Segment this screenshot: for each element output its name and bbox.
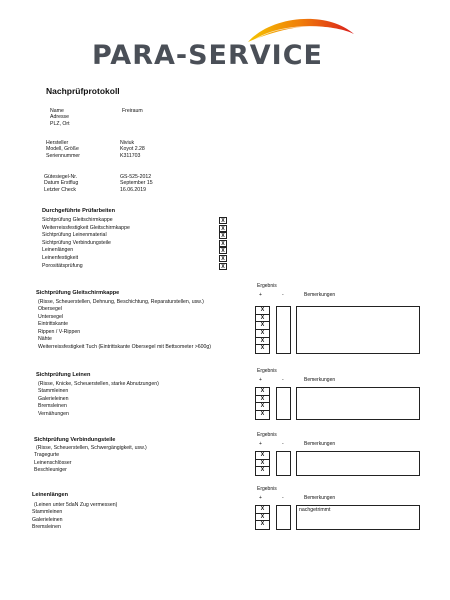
list-item: Obersegel — [38, 306, 62, 312]
seal-number-label: Gütesiegel-Nr. — [44, 174, 78, 180]
plus-label: + — [259, 377, 262, 383]
document-title: Nachprüfprotokoll — [46, 86, 120, 96]
plus-checkbox[interactable]: X — [256, 315, 269, 323]
minus-label: - — [282, 377, 284, 383]
lines-plus-column — [255, 387, 270, 420]
list-item: Galerieleinen — [32, 516, 63, 523]
canopy-plus-column — [255, 306, 270, 354]
test-checkbox[interactable]: X — [219, 247, 227, 254]
name-label: Name — [50, 108, 64, 114]
tests-heading: Durchgeführte Prüfarbeiten — [42, 208, 116, 214]
glider-values — [120, 140, 145, 159]
plus-checkbox[interactable]: X — [256, 396, 269, 404]
list-item: Sichtprüfung Verbindungsteile — [42, 239, 111, 246]
tests-list — [42, 217, 130, 270]
lengths-plus-column — [255, 505, 270, 530]
test-checkbox[interactable]: X — [219, 263, 227, 270]
plus-checkbox[interactable]: X — [256, 330, 269, 338]
plus-checkbox[interactable]: X — [256, 322, 269, 330]
connectors-heading: Sichtprüfung Verbindungsteile — [34, 437, 116, 443]
certification-labels — [44, 174, 78, 193]
test-checkbox[interactable]: X — [219, 240, 227, 247]
minus-label: - — [282, 292, 284, 298]
list-item: Beschleuniger — [34, 467, 67, 474]
canopy-list — [38, 306, 211, 352]
zip-city-label: PLZ, Ort — [50, 120, 70, 127]
list-item: Weiterreissfestigkeit Tuch (Eintrittskante Obersegel mit Bettsometer >600g) — [38, 343, 212, 350]
lengths-minus-column[interactable] — [276, 505, 291, 530]
list-item: Tragegurte — [34, 452, 60, 458]
remarks-label: Bemerkungen — [304, 292, 336, 298]
list-item: Rippen / V-Rippen — [38, 328, 81, 335]
model-size-value: Koyot 2.28 — [120, 146, 145, 153]
plus-checkbox[interactable]: X — [256, 506, 269, 514]
plus-checkbox[interactable]: X — [260, 411, 265, 418]
list-item: Sichtprüfung Leinenmaterial — [42, 232, 107, 239]
lines-minus-column[interactable] — [276, 387, 291, 420]
connectors-list — [34, 452, 72, 475]
list-item: Bremsleinen — [32, 524, 61, 531]
first-flight-value: September 15 — [120, 180, 153, 187]
plus-checkbox[interactable]: X — [256, 460, 269, 468]
plus-checkbox[interactable]: X — [260, 521, 265, 528]
plus-checkbox[interactable]: X — [256, 514, 269, 522]
lengths-heading: Leinenlängen — [32, 492, 69, 498]
test-checkbox[interactable]: X — [219, 232, 227, 239]
canopy-heading: Sichtprüfung Gleitschirmkappe — [36, 290, 120, 296]
list-item: Stammleinen — [32, 509, 63, 515]
list-item: Leinenfestigkeit — [42, 254, 79, 261]
connectors-minus-column[interactable] — [276, 451, 291, 476]
remarks-label: Bemerkungen — [304, 495, 336, 501]
connectors-plus-column — [255, 451, 270, 476]
plus-checkbox[interactable]: X — [260, 345, 265, 352]
list-item: Untersegel — [38, 313, 64, 320]
plus-checkbox[interactable]: X — [256, 307, 269, 315]
plus-checkbox[interactable]: X — [256, 452, 269, 460]
test-checkbox[interactable]: X — [219, 225, 227, 232]
connectors-remarks-box[interactable] — [296, 451, 420, 476]
remarks-label: Bemerkungen — [304, 441, 336, 447]
lines-note: (Risse, Knicke, Scheuerstellen, starke Abnutzungen) — [38, 381, 159, 387]
result-label: Ergebnis — [257, 283, 277, 289]
lines-remarks-box[interactable] — [296, 387, 420, 420]
lines-list — [38, 388, 69, 418]
model-size-label: Modell, Größe — [46, 146, 79, 153]
list-item: Vernähungen — [38, 410, 69, 417]
result-label: Ergebnis — [257, 368, 277, 374]
list-item: Nähte — [38, 336, 52, 343]
owner-labels — [50, 108, 70, 127]
minus-label: - — [282, 441, 284, 447]
plus-checkbox[interactable]: X — [256, 403, 269, 411]
canopy-minus-column[interactable] — [276, 306, 291, 354]
address-label: Adresse — [50, 114, 70, 121]
manufacturer-label: Hersteller — [46, 140, 69, 146]
lengths-list — [32, 509, 63, 532]
lengths-remarks-box[interactable]: nachgetrimmt — [296, 505, 420, 530]
plus-checkbox[interactable]: X — [256, 338, 269, 346]
test-checkbox[interactable]: X — [219, 255, 227, 262]
result-label: Ergebnis — [257, 432, 277, 438]
brand-logo-text: PARA-SERVICE — [92, 40, 323, 71]
test-checkbox[interactable]: X — [219, 217, 227, 224]
minus-label: - — [282, 495, 284, 501]
list-item: Sichtprüfung Gleitschirmkappe — [42, 217, 113, 223]
serial-number-value: K311703 — [120, 152, 141, 159]
owner-values — [122, 108, 143, 114]
canopy-note: (Risse, Scheuerstellen, Dehnung, Beschichtung, Reparaturstellen, usw.) — [38, 299, 204, 305]
list-item: Leinenschlösser — [34, 459, 72, 466]
remarks-label: Bemerkungen — [304, 377, 336, 383]
plus-checkbox[interactable]: X — [260, 467, 265, 474]
seal-number-value: GS-525-2012 — [120, 174, 152, 180]
list-item: Porositätsprüfung — [42, 262, 83, 269]
canopy-remarks-box[interactable] — [296, 306, 420, 354]
serial-number-label: Seriennummer — [46, 152, 81, 159]
plus-label: + — [259, 292, 262, 298]
first-flight-label: Datum Erstflug — [44, 180, 79, 187]
glider-labels — [46, 140, 80, 159]
name-value: Freiraum — [122, 108, 143, 114]
certification-values — [120, 174, 153, 193]
list-item: Stammleinen — [38, 388, 69, 394]
manufacturer-value: Niviuk — [120, 140, 135, 146]
list-item: Weiterreissfestigkeit Gleitschirmkappe — [42, 224, 130, 231]
list-item: Galerieleinen — [38, 395, 69, 402]
plus-label: + — [259, 441, 262, 447]
lines-heading: Sichtprüfung Leinen — [36, 372, 91, 378]
connectors-note: (Risse, Scheuerstellen, Schwergängigkeit, usw.) — [36, 445, 147, 451]
list-item: Leinenlängen — [42, 247, 74, 254]
list-item: Eintrittskante — [38, 321, 68, 328]
list-item: Bremsleinen — [38, 403, 67, 410]
last-check-value: 16.06.2019 — [120, 186, 146, 193]
plus-checkbox[interactable]: X — [256, 388, 269, 396]
plus-label: + — [259, 495, 262, 501]
result-label: Ergebnis — [257, 486, 277, 492]
tests-checkboxes — [219, 217, 227, 270]
lengths-note: (Leinen unter 5daN Zug vermessen) — [34, 502, 118, 508]
last-check-label: Letzter Check — [44, 186, 77, 193]
